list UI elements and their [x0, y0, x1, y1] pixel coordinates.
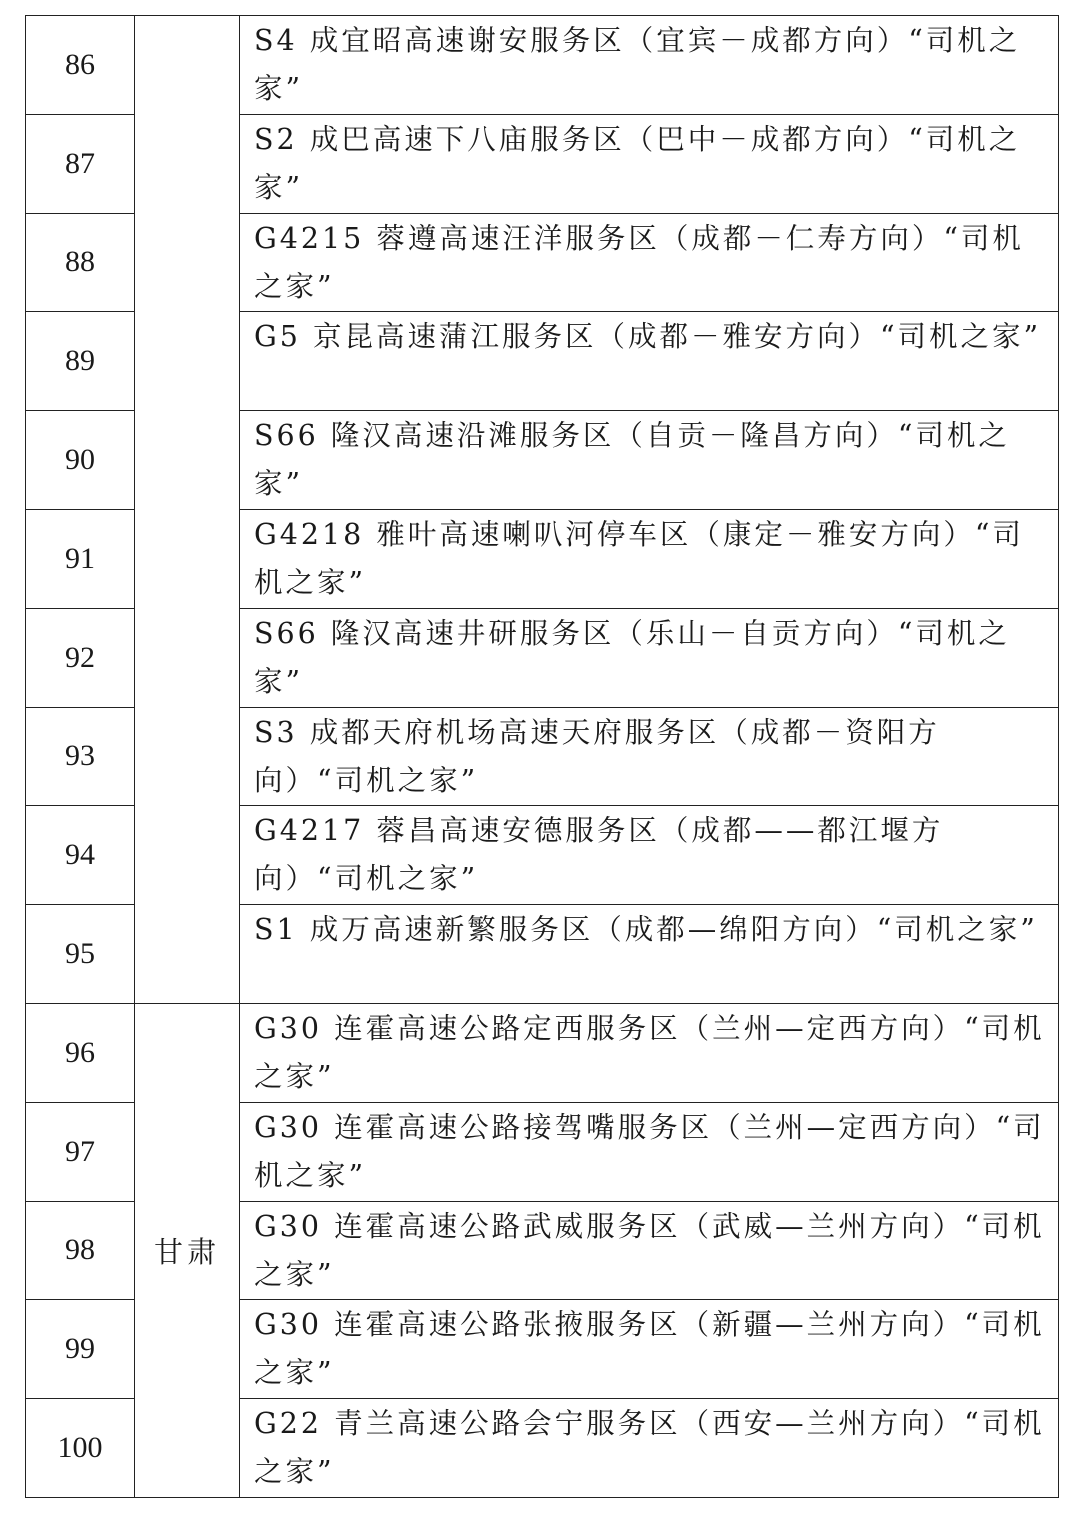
service-area-name: G30 连霍高速公路张掖服务区（新疆—兰州方向）“司机之家” [240, 1300, 1059, 1399]
row-number: 92 [26, 608, 135, 707]
row-number: 90 [26, 411, 135, 510]
row-number: 94 [26, 806, 135, 905]
service-area-name: G4218 雅叶高速喇叭河停车区（康定－雅安方向）“司机之家” [240, 509, 1059, 608]
service-area-name: G30 连霍高速公路接驾嘴服务区（兰州—定西方向）“司机之家” [240, 1102, 1059, 1201]
province-cell-blank [135, 16, 240, 1004]
row-number: 100 [26, 1399, 135, 1498]
service-area-name: S2 成巴高速下八庙服务区（巴中－成都方向）“司机之家” [240, 114, 1059, 213]
row-number: 98 [26, 1201, 135, 1300]
row-number: 93 [26, 707, 135, 806]
row-number: 87 [26, 114, 135, 213]
row-number: 95 [26, 905, 135, 1004]
service-area-name: G30 连霍高速公路定西服务区（兰州—定西方向）“司机之家” [240, 1003, 1059, 1102]
service-area-name: S1 成万高速新繁服务区（成都—绵阳方向）“司机之家” [240, 905, 1059, 1004]
row-number: 97 [26, 1102, 135, 1201]
service-area-name: S66 隆汉高速沿滩服务区（自贡－隆昌方向）“司机之家” [240, 411, 1059, 510]
row-number: 89 [26, 312, 135, 411]
service-area-name: S3 成都天府机场高速天府服务区（成都－资阳方向）“司机之家” [240, 707, 1059, 806]
province-cell: 甘肃 [135, 1003, 240, 1497]
row-number: 96 [26, 1003, 135, 1102]
service-area-name: G5 京昆高速蒲江服务区（成都－雅安方向）“司机之家” [240, 312, 1059, 411]
row-number: 88 [26, 213, 135, 312]
table-row [26, 16, 1059, 115]
service-area-name: S4 成宜昭高速谢安服务区（宜宾－成都方向）“司机之家” [240, 16, 1059, 115]
row-number: 86 [26, 16, 135, 115]
service-area-name: S66 隆汉高速井研服务区（乐山－自贡方向）“司机之家” [240, 608, 1059, 707]
row-number: 91 [26, 509, 135, 608]
service-area-name: G22 青兰高速公路会宁服务区（西安—兰州方向）“司机之家” [240, 1399, 1059, 1498]
row-number: 99 [26, 1300, 135, 1399]
service-area-name: G4215 蓉遵高速汪洋服务区（成都－仁寿方向）“司机之家” [240, 213, 1059, 312]
service-area-table [25, 15, 1059, 1498]
table-row [26, 1003, 1059, 1102]
service-area-name: G30 连霍高速公路武威服务区（武威—兰州方向）“司机之家” [240, 1201, 1059, 1300]
service-area-name: G4217 蓉昌高速安德服务区（成都——都江堰方向）“司机之家” [240, 806, 1059, 905]
